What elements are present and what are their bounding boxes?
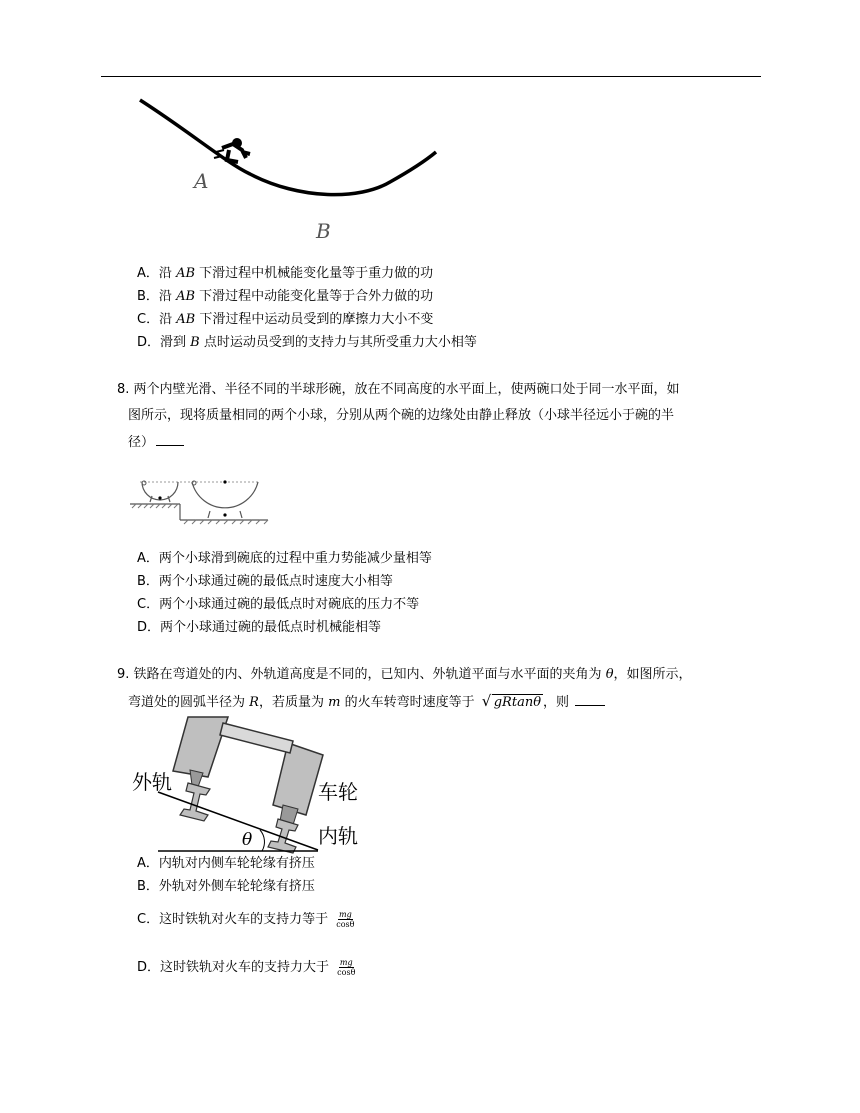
- sqrt-expression: √ gRtanθ: [481, 692, 542, 710]
- label-inner-rail: 内轨: [318, 824, 358, 848]
- slope-curve: [140, 100, 436, 195]
- q7-option-d: D．滑到 B 点时运动员受到的支持力与其所受重力大小相等: [137, 335, 477, 350]
- q8-stem-line2: 图所示，现将质量相同的两个小球，分别从两个碗的边缘处由静止释放（小球半径远小于碗的半: [128, 408, 675, 423]
- train-figure: [128, 715, 378, 855]
- label-outer-rail: 外轨: [132, 770, 172, 794]
- slope-figure: [130, 92, 450, 242]
- q9-option-a: A．内轨对内侧车轮轮缘有挤压: [137, 856, 315, 871]
- q7-option-c: C．沿 AB 下滑过程中运动员受到的摩擦力大小不变: [137, 312, 434, 327]
- q7-option-a: A．沿 AB 下滑过程中机械能变化量等于重力做的功: [137, 266, 434, 281]
- skier-icon: [214, 138, 250, 162]
- q9-stem-line1: 9. 铁路在弯道处的内、外轨道高度是不同的，已知内、外轨道平面与水平面的夹角为 θ，如图所示，: [117, 667, 692, 682]
- label-wheel: 车轮: [318, 780, 358, 804]
- q9-stem-line2: 弯道处的圆弧半径为 R，若质量为 m 的火车转弯时速度等于 √ gRtanθ ，则: [128, 693, 605, 712]
- q8-option-d: D．两个小球通过碗的最低点时机械能相等: [137, 620, 382, 635]
- q8-option-b: B．两个小球通过碗的最低点时速度大小相等: [137, 574, 393, 589]
- label-theta: θ: [242, 830, 253, 850]
- q9-option-d: D．这时铁轨对火车的支持力大于 $\frac{mg}{\cos\theta}$: [137, 958, 356, 977]
- q9-option-c: C．这时铁轨对火车的支持力等于 $\frac{mg}{\cos\theta}$: [137, 910, 355, 929]
- q8-stem-line3: 径）: [128, 433, 184, 452]
- fraction-mg-cos: $\frac{mg}{\cos\theta}$: [336, 910, 355, 929]
- label-a: A: [194, 169, 209, 193]
- answer-blank: [156, 433, 184, 446]
- q8-stem-line1: 8. 两个内壁光滑、半径不同的半球形碗，放在不同高度的水平面上，使两碗口处于同一水平面，如: [117, 382, 680, 397]
- q8-option-a: A．两个小球滑到碗底的过程中重力势能减少量相等: [137, 551, 432, 566]
- q7-option-b: B．沿 AB 下滑过程中动能变化量等于合外力做的功: [137, 289, 434, 304]
- answer-blank: [575, 693, 605, 706]
- label-b: B: [316, 219, 331, 242]
- q8-option-c: C．两个小球通过碗的最低点时对碗底的压力不等: [137, 597, 420, 612]
- q9-option-b: B．外轨对外侧车轮轮缘有挤压: [137, 879, 315, 894]
- fraction-mg-cos: $\frac{mg}{\cos\theta}$: [337, 958, 356, 977]
- bowls-figure: [130, 478, 270, 528]
- header-rule: [101, 76, 761, 77]
